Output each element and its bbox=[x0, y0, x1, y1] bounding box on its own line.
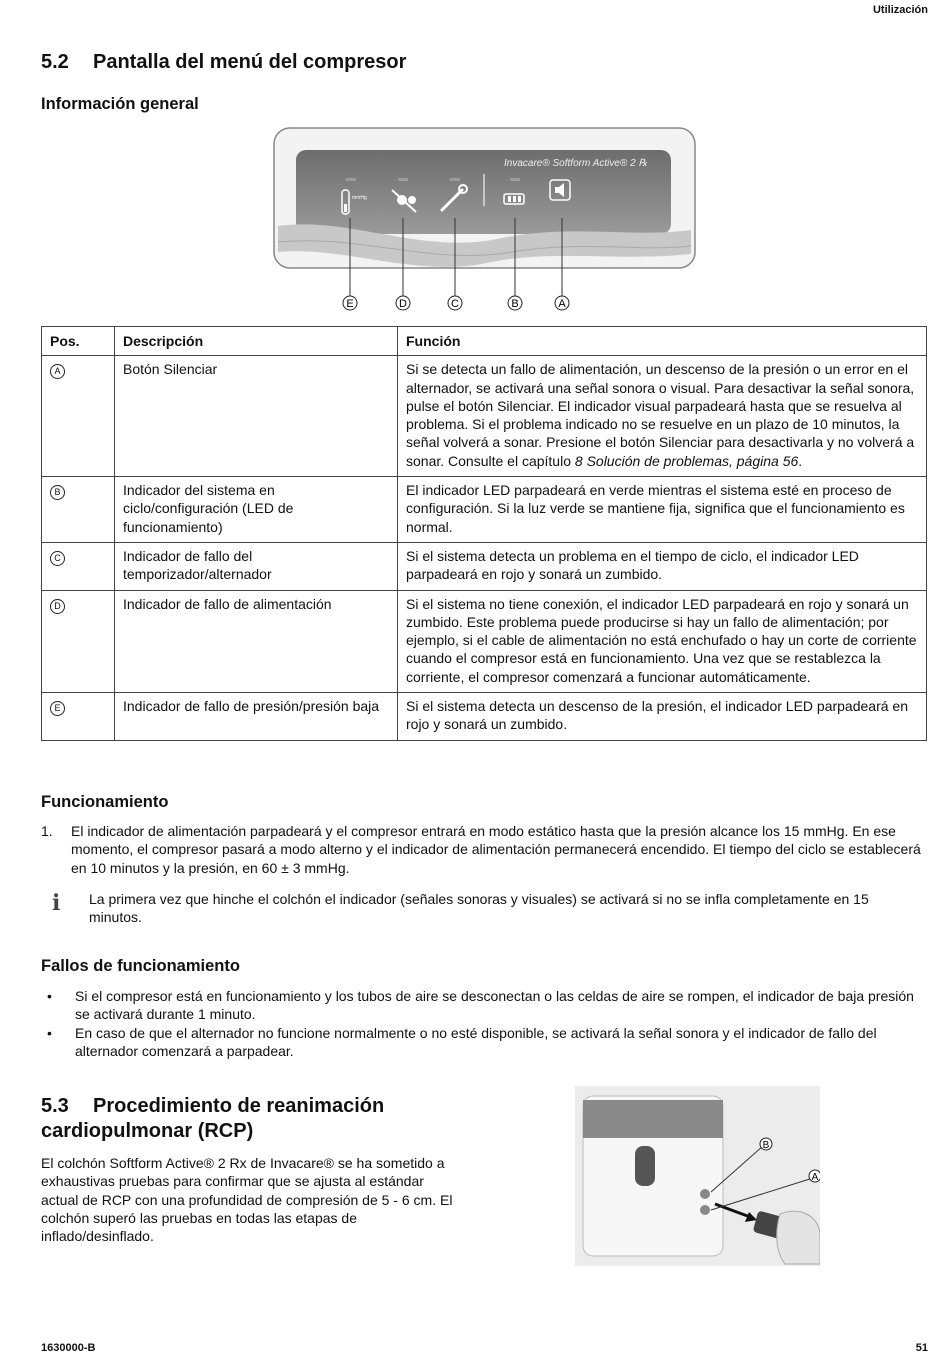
section-number: 5.3 bbox=[41, 1095, 69, 1117]
compressor-panel-illustration bbox=[272, 126, 697, 316]
page-number: 51 bbox=[915, 1342, 928, 1354]
pos-badge: A bbox=[50, 364, 65, 379]
running-header: Utilización bbox=[872, 4, 928, 16]
pos-badge: D bbox=[50, 599, 65, 614]
operation-heading: Funcionamiento bbox=[41, 793, 169, 811]
row-function: El indicador LED parpadeará en verde mientras el sistema esté en proceso de configuración. Si la luz verde se mantiene fija, significa que el funcionamiento es normal. bbox=[398, 477, 927, 543]
step-text: El indicador de alimentación parpadeará y el compresor entrará en modo estático hasta que la presión alcance los 15 mmHg. En ese momento, el compresor pasará a modo alterno y el indicador de alimentación permanecerá encendido. El tiempo del ciclo se establecerá en 10 minutos y la presión, en 60 ± 3 mmHg. bbox=[71, 823, 921, 876]
operation-step bbox=[41, 822, 921, 877]
row-description: Indicador de fallo de alimentación bbox=[115, 590, 398, 692]
svg-text:mmHg: mmHg bbox=[352, 195, 367, 201]
panel-brand-text: Invacare® Softform Active® 2 ℞ bbox=[504, 158, 648, 169]
section-5-2-title bbox=[41, 51, 406, 74]
hand-illustration bbox=[777, 1211, 820, 1264]
info-note-icon: ℹ bbox=[52, 891, 61, 916]
callout-a-label: A bbox=[558, 298, 566, 310]
info-note-text: La primera vez que hinche el colchón el indicador (señales sonoras y visuales) se activará si no se infla completamente en 15 minutos. bbox=[89, 891, 869, 926]
led-d bbox=[398, 178, 408, 181]
row-description: Botón Silenciar bbox=[115, 356, 398, 477]
cpr-body-text: El colchón Softform Active® 2 Rx de Invacare® se ha sometido a exhaustivas pruebas para confirmar que se ajusta al estándar actual de RCP con una profundidad de compresión de 5 - 6 cm. El colchón superó las pruebas en todas las etapas de inflado/desinflado. bbox=[41, 1155, 453, 1245]
section-title-text: Pantalla del menú del compresor bbox=[93, 51, 407, 73]
row-function: Si el sistema no tiene conexión, el indicador LED parpadeará en rojo y sonará un zumbido. Este problema puede producirse si hay un fallo de alimentación; por ejemplo, si el cable de alimentación no está enchufado o hay un corte de corriente cuando el compresor está en funcionamiento. Una vez que se restablezca la corriente, el compresor comenzará a funcionar automáticamente. bbox=[398, 590, 927, 692]
section-number: 5.2 bbox=[41, 51, 69, 73]
row-description: Indicador del sistema en ciclo/configuración (LED de funcionamiento) bbox=[115, 477, 398, 543]
faults-heading: Fallos de funcionamiento bbox=[41, 957, 240, 975]
row-description: Indicador de fallo del temporizador/alternador bbox=[115, 542, 398, 590]
col-header-pos: Pos. bbox=[42, 327, 115, 356]
callout-d-label: D bbox=[399, 298, 407, 310]
row-function: Si se detecta un fallo de alimentación, un descenso de la presión o un error en el alternador, se activará una señal sonora o visual. Para desactivar la señal sonora, pulse el botón Silenciar. El indicador visual parpadeará hasta que se resuelva al problema. Si el problema indicado no se resuelve en un plazo de 10 minutos, la señal volverá a sonar. Presione el botón Silenciar para desactivarla y no volverá a sonar. Consulte el capítulo 8 Solución de problemas, página 56. bbox=[398, 356, 927, 477]
svg-text:A: A bbox=[811, 1172, 819, 1183]
section-5-3-title: 5.3 Procedimiento de reanimación cardiopulmonar (RCP) bbox=[41, 1095, 385, 1142]
row-function: Si el sistema detecta un problema en el tiempo de ciclo, el indicador LED parpadeará en rojo y sonará un zumbido. bbox=[398, 542, 927, 590]
col-header-desc: Descripción bbox=[115, 327, 398, 356]
svg-text:B: B bbox=[762, 1140, 770, 1151]
table-row bbox=[42, 542, 927, 590]
led-c bbox=[450, 178, 460, 181]
table-row bbox=[42, 590, 927, 692]
cross-reference-link[interactable]: 8 Solución de problemas, página 56 bbox=[574, 452, 799, 469]
callout-b-label: B bbox=[511, 298, 519, 310]
callout-e-label: E bbox=[346, 298, 354, 310]
led-b bbox=[510, 178, 520, 181]
compressor-cpr-photo bbox=[575, 1086, 820, 1266]
led-e bbox=[346, 178, 356, 181]
menu-table bbox=[41, 326, 927, 741]
list-item: • En caso de que el alternador no funcione normalmente o no esté disponible, se activará la señal sonora y el indicador de fallo del alternador comenzará a parpadear. bbox=[41, 1024, 927, 1061]
cpr-valve-b bbox=[700, 1189, 710, 1199]
col-header-func: Función bbox=[398, 327, 927, 356]
cpr-valve-a bbox=[700, 1205, 710, 1215]
document-number: 1630000-B bbox=[41, 1342, 96, 1354]
table-header-row bbox=[42, 327, 927, 356]
table-row bbox=[42, 693, 927, 741]
list-item: • Si el compresor está en funcionamiento y los tubos de aire se desconectan o las celdas de aire se rompen, el indicador de baja presión se activará durante 1 minuto. bbox=[41, 987, 927, 1024]
brand-badge bbox=[635, 1146, 655, 1186]
callout-c-label: C bbox=[451, 298, 459, 310]
table-row bbox=[42, 356, 927, 477]
pos-badge: B bbox=[50, 485, 65, 500]
row-description: Indicador de fallo de presión/presión baja bbox=[115, 693, 398, 741]
row-function: Si el sistema detecta un descenso de la presión, el indicador LED parpadeará en rojo y sonará un zumbido. bbox=[398, 693, 927, 741]
faults-list bbox=[41, 987, 927, 1060]
table-row bbox=[42, 477, 927, 543]
general-info-heading: Información general bbox=[41, 95, 199, 113]
pos-badge: E bbox=[50, 701, 65, 716]
pos-badge: C bbox=[50, 551, 65, 566]
step-number: 1. bbox=[41, 823, 53, 839]
